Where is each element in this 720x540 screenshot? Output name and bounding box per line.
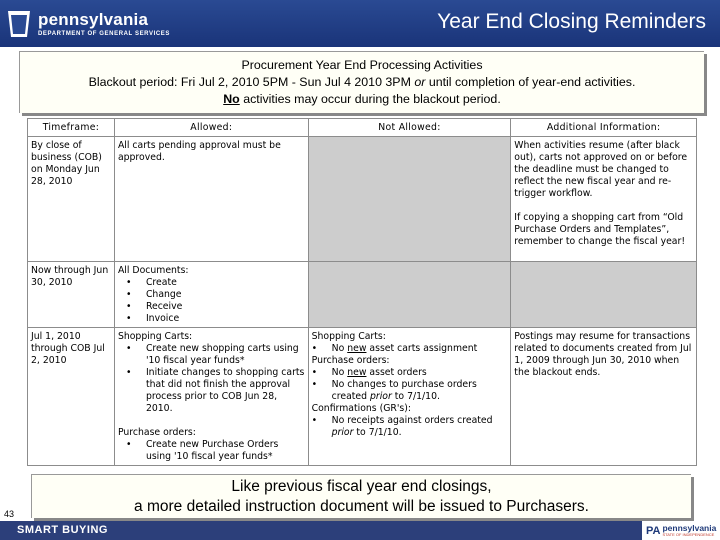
brand-name: pennsylvania bbox=[38, 10, 149, 29]
footer-bar bbox=[0, 521, 720, 540]
list-item: • Create new Purchase Orders using '10 fiscal year funds* bbox=[126, 439, 305, 463]
header-additional-info: Additional Information: bbox=[511, 119, 697, 137]
row3-allowed: Shopping Carts: • Create new shopping carts using '10 fiscal year funds* • Initiate changes to shopping carts that did not finish the approval process prior to COB Jun 28, 2010. Purchase orders: • Create new Purchase Orders using '10 fiscal year funds* bbox=[114, 328, 308, 466]
pa-name: pennsylvania bbox=[662, 523, 717, 533]
notice-line-1: Procurement Year End Processing Activities bbox=[241, 58, 483, 72]
list-item: • No new asset carts assignment bbox=[312, 343, 508, 355]
pa-tagline: STATE OF INDEPENDENCE bbox=[662, 532, 715, 537]
header-timeframe: Timeframe: bbox=[28, 119, 115, 137]
row2-allowed: All Documents: • Create • Change • Receive • Invoice bbox=[114, 262, 308, 328]
row2-info bbox=[511, 262, 697, 328]
schedule-table bbox=[27, 118, 697, 466]
table-row bbox=[28, 262, 697, 328]
pa-footer-logo bbox=[642, 521, 720, 540]
footer-label: SMART BUYING bbox=[17, 524, 108, 536]
callout-line-1: Like previous fiscal year end closings, bbox=[231, 478, 492, 495]
keystone-icon bbox=[6, 9, 32, 39]
list-item: • Invoice bbox=[126, 313, 305, 325]
header-allowed: Allowed: bbox=[114, 119, 308, 137]
pa-mark: PA bbox=[646, 524, 661, 537]
row3-not-allowed: Shopping Carts: • No new asset carts assignment Purchase orders: • No new asset orders • No changes to purchase orders created prior to 7/1/10. Confirmations (GR's): • No receipts against orders created prior to 7/1/10. bbox=[308, 328, 511, 466]
instruction-callout bbox=[31, 474, 691, 518]
list-item: • Initiate changes to shopping carts that did not finish the approval process prior to COB Jun 28, 2010. bbox=[126, 367, 305, 415]
pa-dgs-logo bbox=[6, 6, 174, 42]
row3-timeframe: Jul 1, 2010 through COB Jul 2, 2010 bbox=[28, 328, 115, 466]
list-item: • Create bbox=[126, 277, 305, 289]
slide-title: Year End Closing Reminders bbox=[437, 10, 706, 33]
row1-info: When activities resume (after black out), carts not approved on or before the deadline must be changed to reflect the new fiscal year and re-trigger workflow. If copying a shopping cart from “Old Purchase Orders and Templates”, remember to change the fiscal year! bbox=[511, 137, 697, 262]
list-item: • Change bbox=[126, 289, 305, 301]
table-header-row bbox=[28, 119, 697, 137]
notice-line-3: No activities may occur during the blackout period. bbox=[223, 92, 501, 106]
list-item: • No new asset orders bbox=[312, 367, 508, 379]
list-item: • No changes to purchase orders created prior to 7/1/10. bbox=[312, 379, 508, 403]
page-number: 43 bbox=[4, 509, 15, 519]
notice-line-2: Blackout period: Fri Jul 2, 2010 5PM - Sun Jul 4 2010 3PM or until completion of year-end activities. bbox=[88, 75, 636, 89]
department-name: DEPARTMENT OF GENERAL SERVICES bbox=[38, 31, 171, 37]
row1-timeframe: By close of business (COB) on Monday Jun 28, 2010 bbox=[28, 137, 115, 262]
table-row bbox=[28, 328, 697, 466]
row3-info: Postings may resume for transactions related to documents created from Jul 1, 2009 through Jun 30, 2010 when the blackout ends. bbox=[511, 328, 697, 466]
blackout-notice bbox=[19, 51, 704, 113]
row2-timeframe: Now through Jun 30, 2010 bbox=[28, 262, 115, 328]
list-item: • Create new shopping carts using '10 fiscal year funds* bbox=[126, 343, 305, 367]
table-row bbox=[28, 137, 697, 262]
callout-line-2: a more detailed instruction document will be issued to Purchasers. bbox=[134, 498, 589, 515]
list-item: • Receive bbox=[126, 301, 305, 313]
row1-allowed: All carts pending approval must be approved. bbox=[114, 137, 308, 262]
header-not-allowed: Not Allowed: bbox=[308, 119, 511, 137]
header-bar bbox=[0, 0, 720, 47]
list-item: • No receipts against orders created prior to 7/1/10. bbox=[312, 415, 508, 439]
row2-not-allowed bbox=[308, 262, 511, 328]
row1-not-allowed bbox=[308, 137, 511, 262]
